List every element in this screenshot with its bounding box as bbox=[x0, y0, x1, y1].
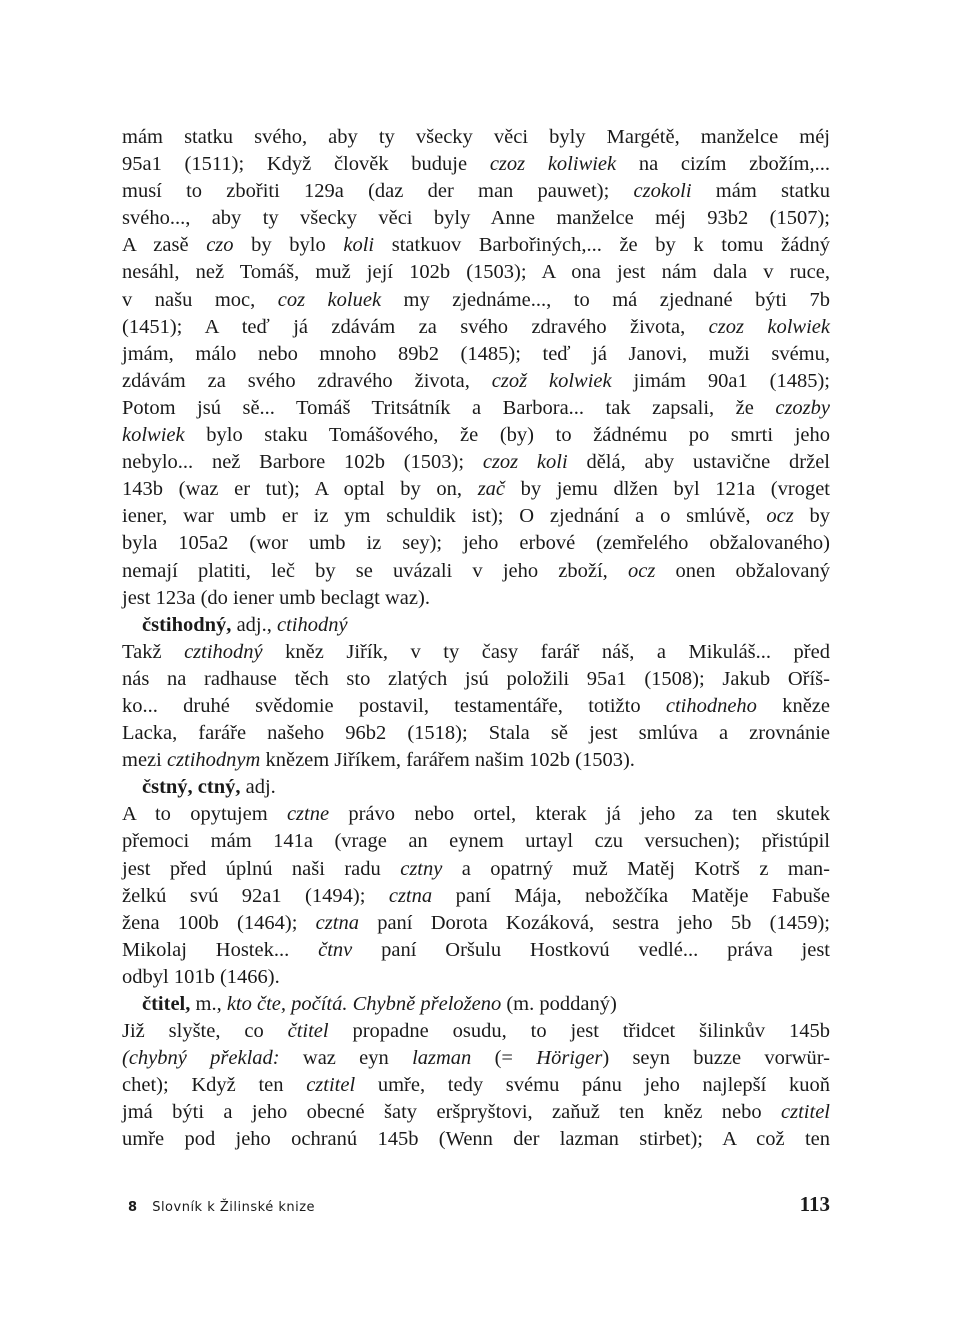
text-segment: A zasě bbox=[122, 234, 207, 257]
text-segment: by bylo bbox=[233, 234, 344, 257]
italic-text: kolwiek bbox=[122, 424, 185, 447]
text-segment: A to opytujem bbox=[122, 803, 287, 826]
text-line bbox=[122, 828, 830, 855]
text-line bbox=[122, 341, 830, 368]
text-segment: kněze bbox=[756, 694, 830, 717]
italic-text: koli bbox=[343, 234, 375, 257]
text-segment: musí to zbořiti 129a (daz der man pauwet); bbox=[122, 180, 634, 203]
text-line bbox=[122, 368, 830, 395]
text-line bbox=[122, 1072, 830, 1099]
text-segment: paní Mája, nebožčíka Matěje Fabuše bbox=[432, 884, 830, 907]
text-segment: by jemu dlžen byl 121a (vroget bbox=[505, 478, 830, 501]
text-segment: propadne osudu, to jest třidcet šilinkův 145b bbox=[328, 1020, 831, 1043]
text-segment: právo nebo ortel, kterak já jeho za ten skutek bbox=[329, 803, 830, 826]
text-line bbox=[122, 693, 830, 720]
text-segment: mezi bbox=[122, 749, 167, 772]
text-segment: odbyl 101b (1466). bbox=[122, 965, 280, 988]
text-segment: přemoci mám 141a (vrage an eynem urtayl czu versuchen); přistúpil bbox=[122, 830, 830, 853]
italic-text: cztna bbox=[315, 911, 359, 934]
text-segment: Takž bbox=[122, 640, 185, 663]
italic-text: czož kolwiek bbox=[491, 369, 612, 392]
italic-text: cztihodný bbox=[184, 640, 263, 663]
italic-text: čtitel bbox=[287, 1020, 329, 1043]
text-line bbox=[122, 530, 830, 557]
text-segment: umře, tedy svému pánu jeho najlepší kuoň bbox=[355, 1074, 830, 1097]
text-segment: dělá, aby ustavične držel bbox=[567, 451, 830, 474]
headword: čtitel, bbox=[142, 993, 191, 1015]
text-line bbox=[122, 422, 830, 449]
text-line bbox=[122, 287, 830, 314]
italic-text: czoz koliwiek bbox=[489, 153, 617, 176]
text-segment: chet); Když ten bbox=[122, 1074, 307, 1097]
text-segment: Lacka, faráře našeho 96b2 (1518); Stala sě jest smlúva a zrovnánie bbox=[122, 722, 830, 745]
text-segment: knězem Jiříkem, farářem našim 102b (1503). bbox=[260, 749, 635, 772]
text-segment: mám statku svého, aby ty všecky věci byly Margétě, manželce méj bbox=[122, 126, 830, 148]
text-segment: adj. bbox=[240, 776, 276, 799]
text-segment: Potom jsú sě... Tomáš Tritsátník a Barbora... tak zapsali, že bbox=[122, 396, 776, 419]
text-line bbox=[122, 720, 830, 747]
text-line bbox=[122, 232, 830, 259]
dictionary-page-body bbox=[122, 124, 830, 1154]
text-segment: jest před úplnú naši radu bbox=[122, 857, 401, 880]
text-segment: svého..., aby ty všecky věci byly Anne manželce méj 93b2 (1507); bbox=[122, 207, 830, 230]
text-segment: mám statku bbox=[691, 180, 830, 203]
italic-text: ctihodneho bbox=[665, 694, 757, 717]
text-line bbox=[122, 1045, 830, 1072]
text-line bbox=[122, 124, 830, 151]
italic-text: cztihodnym bbox=[166, 749, 261, 772]
text-segment: nemají platiti, leč by se uvázali v jeho zboží, bbox=[122, 559, 628, 582]
text-line bbox=[122, 747, 830, 774]
text-line bbox=[122, 937, 830, 964]
italic-text: kto čte, počítá. Chybně přeloženo bbox=[226, 993, 502, 1015]
italic-text: czozby bbox=[775, 396, 830, 419]
text-line bbox=[122, 964, 830, 991]
headword: čstihodný, bbox=[142, 613, 232, 636]
text-segment: onen obžalovaný bbox=[655, 559, 830, 582]
text-segment: 95a1 (1511); Když člověk buduje bbox=[122, 153, 490, 176]
text-segment: umře pod jeho ochranú 145b (Wenn der lazman stirbet); A což ten bbox=[122, 1128, 830, 1151]
text-segment: zdávám za svého zdravého života, bbox=[122, 369, 492, 392]
text-line bbox=[122, 856, 830, 883]
text-line bbox=[122, 178, 830, 205]
text-segment: na cizím zbožím,... bbox=[616, 153, 830, 176]
text-line bbox=[122, 395, 830, 422]
italic-text: Höriger bbox=[536, 1047, 603, 1070]
text-segment: v našu moc, bbox=[122, 288, 278, 311]
italic-text: lazman bbox=[412, 1047, 472, 1070]
page-number: 113 bbox=[799, 1192, 830, 1216]
italic-text: cztitel bbox=[306, 1074, 356, 1097]
text-line bbox=[122, 259, 830, 286]
entry-heading-line bbox=[122, 612, 830, 639]
text-segment: bylo staku Tomášového, že (by) to žádnému po smrti jeho bbox=[184, 424, 830, 447]
text-line bbox=[122, 1099, 830, 1126]
text-line bbox=[122, 449, 830, 476]
text-segment: adj., bbox=[231, 613, 277, 636]
text-segment: nesáhl, než Tomáš, muž její 102b (1503); A ona jest nám dala v ruce, bbox=[122, 261, 830, 284]
signature-mark: 8 bbox=[128, 1200, 138, 1215]
text-segment: (m. poddaný) bbox=[501, 993, 617, 1015]
text-segment: Mikolaj Hostek... bbox=[122, 938, 319, 961]
entry-heading-line bbox=[122, 991, 830, 1018]
italic-text: čtnv bbox=[318, 938, 353, 961]
italic-text: (chybný překlad: bbox=[122, 1047, 280, 1070]
text-segment: nás na radhause těch sto zlatých jsú položili 95a1 (1508); Jakub Oříš- bbox=[122, 667, 830, 690]
text-segment: kněz Jiřík, v ty časy farář náš, a Mikuláš... před bbox=[262, 640, 830, 663]
text-segment: jimám 90a1 (1485); bbox=[611, 369, 830, 392]
text-line bbox=[122, 1126, 830, 1153]
entry-heading-line bbox=[122, 774, 830, 801]
text-segment: by bbox=[793, 505, 830, 528]
italic-text: cztne bbox=[286, 803, 330, 826]
text-line bbox=[122, 151, 830, 178]
italic-text: ctihodný bbox=[276, 613, 348, 636]
text-line bbox=[122, 476, 830, 503]
text-line bbox=[122, 910, 830, 937]
text-segment: paní Oršulu Hostkovú vedlé... práva jest bbox=[352, 938, 830, 961]
footer-book-reference bbox=[128, 1200, 315, 1215]
text-line bbox=[122, 639, 830, 666]
italic-text: czokoli bbox=[633, 180, 692, 203]
italic-text: czoz kolwiek bbox=[708, 315, 830, 338]
text-line bbox=[122, 585, 830, 612]
text-line bbox=[122, 503, 830, 530]
italic-text: cztny bbox=[400, 857, 443, 880]
text-segment: waz eyn bbox=[279, 1047, 413, 1070]
text-line bbox=[122, 801, 830, 828]
text-segment: jmá býti a jeho obecné šaty eršpryštovi, zaňuž ten kněz nebo bbox=[122, 1101, 782, 1124]
italic-text: zač bbox=[477, 478, 506, 501]
text-segment: my zjednáme..., to má zjednané býti 7b bbox=[381, 288, 830, 311]
text-segment: jmám, málo nebo mnoho 89b2 (1485); teď já Janovi, muži svému, bbox=[122, 342, 830, 365]
italic-text: czo bbox=[206, 234, 234, 257]
text-segment: ) seyn buzze vorwür- bbox=[602, 1047, 831, 1070]
text-segment: m., bbox=[190, 993, 227, 1015]
text-segment: statkuov Barbořiných,... že by k tomu žádný bbox=[374, 234, 830, 257]
text-segment: žena 100b (1464); bbox=[122, 911, 316, 934]
text-segment: jest 123a (do iener umb beclagt waz). bbox=[122, 586, 430, 609]
text-segment: želkú svú 92a1 (1494); bbox=[122, 884, 389, 907]
text-segment: nebylo... než Barbore 102b (1503); bbox=[122, 451, 483, 474]
text-segment: a opatrný muž Matěj Kotrš z man- bbox=[442, 857, 830, 880]
page-footer bbox=[122, 1192, 830, 1220]
text-line bbox=[122, 1018, 830, 1045]
italic-text: cztitel bbox=[781, 1101, 830, 1124]
text-line bbox=[122, 558, 830, 585]
italic-text: cztna bbox=[388, 884, 433, 907]
text-segment: Již slyšte, co bbox=[122, 1020, 288, 1043]
italic-text: ocz bbox=[766, 505, 794, 528]
text-line bbox=[122, 205, 830, 232]
text-segment: paní Dorota Kozáková, sestra jeho 5b (1459); bbox=[358, 911, 831, 934]
text-segment: 143b (waz er tut); A optal by on, bbox=[122, 478, 478, 501]
text-line bbox=[122, 666, 830, 693]
text-segment: byla 105a2 (wor umb iz sey); jeho erbové (zemřelého obžalovaného) bbox=[122, 532, 830, 555]
text-line bbox=[122, 314, 830, 341]
italic-text: coz koluek bbox=[277, 288, 382, 311]
text-segment: (= bbox=[471, 1047, 537, 1070]
headword: čstný, ctný, bbox=[142, 776, 241, 799]
text-segment: ko... druhé svědomie postavil, testamentáře, totižto bbox=[122, 694, 666, 717]
text-line bbox=[122, 883, 830, 910]
italic-text: ocz bbox=[627, 559, 656, 582]
text-segment: (1451); A teď já zdávám za svého zdravého života, bbox=[122, 315, 709, 338]
italic-text: czoz koli bbox=[482, 451, 568, 474]
text-segment: iener, war umb er iz ym schuldik ist); O zjednání a o smlúvě, bbox=[122, 505, 767, 528]
book-title: Slovník k Žilinské knize bbox=[152, 1200, 316, 1215]
